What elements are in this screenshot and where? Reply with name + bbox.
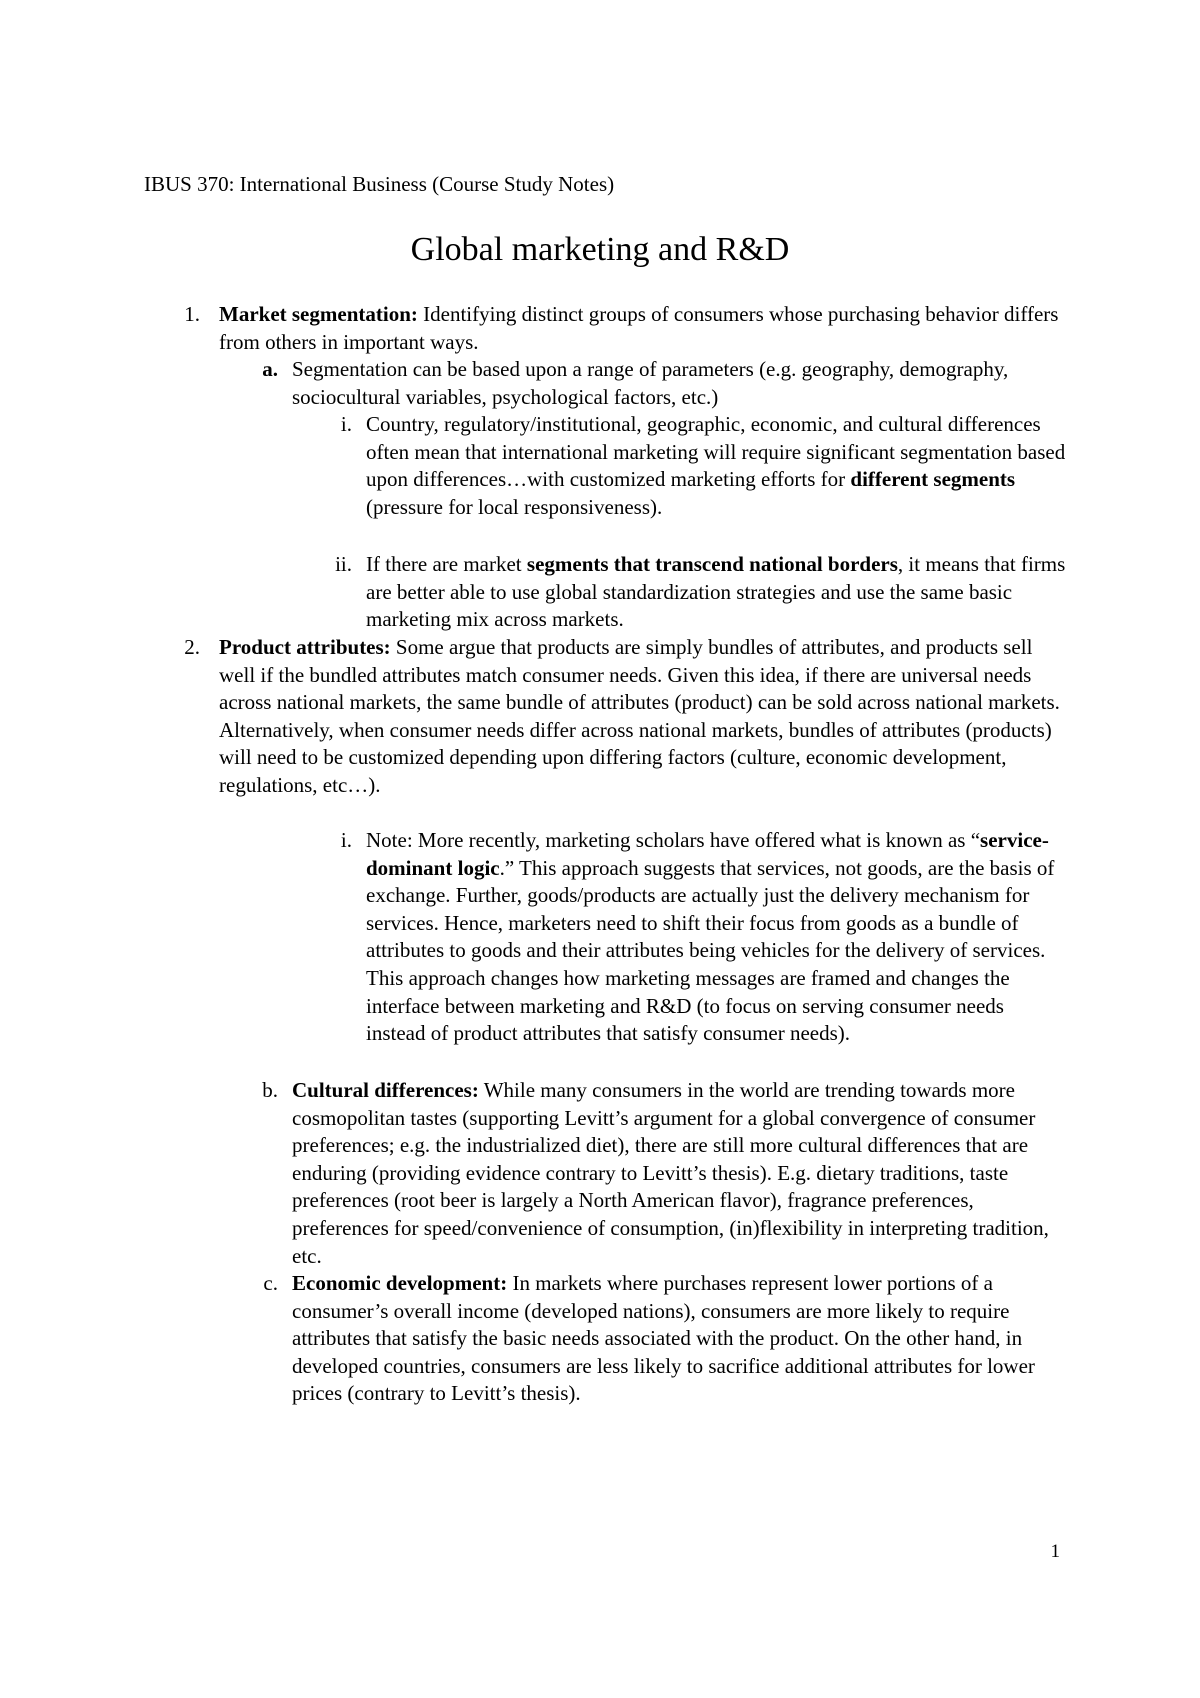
term-cultural-differences: Cultural differences: [292,1078,479,1102]
list-marker-2: 2. [184,635,200,659]
list-item-country-differences: Country, regulatory/institutional, geographic, economic, and cultural differences often mean that international marketing will require significant segmentation based upon differences…with customized marketing efforts for different segments (pressure for local responsiveness). [366,412,1066,519]
list-marker-1: 1. [184,302,200,326]
list-marker-ii: ii. [335,552,352,576]
page-number: 1 [1050,1541,1060,1562]
list-item-transcend-borders: If there are market segments that transcend national borders, it means that firms are better able to use global standardization strategies and use the same basic marketing mix across markets. [366,552,1066,632]
term-product-attributes: Product attributes: [219,635,391,659]
course-header: IBUS 370: International Business (Course Study Notes) [144,172,615,196]
list-item-product-attributes [219,634,1063,800]
item-text: Some argue that products are simply bundles of attributes, and products sell well if the bundled attributes match consumer needs. Given this idea, if there are universal needs across national markets, the same bundle of attributes (product) can be sold across national markets. Alternatively, when consumer needs differ across national markets, bundles of attributes (products) will need to be customized depending upon differing factors (culture, economic development, regulations, etc…). [219,635,1060,797]
emphasis-service-dominant-logic: service-dominant logic [366,828,1049,880]
list-item-economic-development [292,1270,1064,1408]
list-marker-i-note: i. [340,828,352,852]
item-text: Identifying distinct groups of consumers whose purchasing behavior differs from others in important ways. [219,302,1059,354]
list-marker-c: c. [263,1271,278,1295]
list-marker-i: i. [340,412,352,436]
list-item-segmentation-parameters: Segmentation can be based upon a range of parameters (e.g. geography, demography, sociocultural variables, psychological factors, etc.) [292,357,1009,409]
emphasis-segments-transcend: segments that transcend national borders [526,552,898,576]
term-economic-development: Economic development: [292,1271,508,1295]
list-marker-b: b. [262,1078,278,1102]
list-item-market-segmentation [219,301,1063,356]
term-market-segmentation: Market segmentation: [219,302,418,326]
list-marker-a: a. [262,357,278,381]
list-item-service-dominant-logic: Note: More recently, marketing scholars have offered what is known as “service-dominant logic.” This approach suggests that services, not goods, are the basis of exchange. Further, goods/products are actually just the delivery mechanism for services. Hence, marketers need to shift their focus from goods as a bundle of attributes to goods and their attributes being vehicles for the delivery of services. This approach changes how marketing messages are framed and changes the interface between marketing and R&D (to focus on serving consumer needs instead of product attributes that satisfy consumer needs). [366,828,1055,1046]
list-item-cultural-differences [292,1077,1064,1270]
item-text: In markets where purchases represent lower portions of a consumer’s overall income (developed nations), consumers are more likely to require attributes that satisfy the basic needs associated with the product. On the other hand, in developed countries, consumers are less likely to sacrifice additional attributes for lower prices (contrary to Levitt’s thesis). [292,1271,1035,1406]
emphasis-different-segments: different segments [850,467,1016,492]
page-title: Global marketing and R&D [410,231,790,268]
item-text: While many consumers in the world are trending towards more cosmopolitan tastes (supporting Levitt’s argument for a global convergence of consumer preferences; e.g. the industrialized diet), there are still more cultural differences that are enduring (providing evidence contrary to Levitt’s thesis). E.g. dietary traditions, taste preferences (root beer is largely a North American flavor), fragrance preferences, preferences for speed/convenience of consumption, (in)flexibility in interpreting tradition, etc. [292,1078,1049,1268]
